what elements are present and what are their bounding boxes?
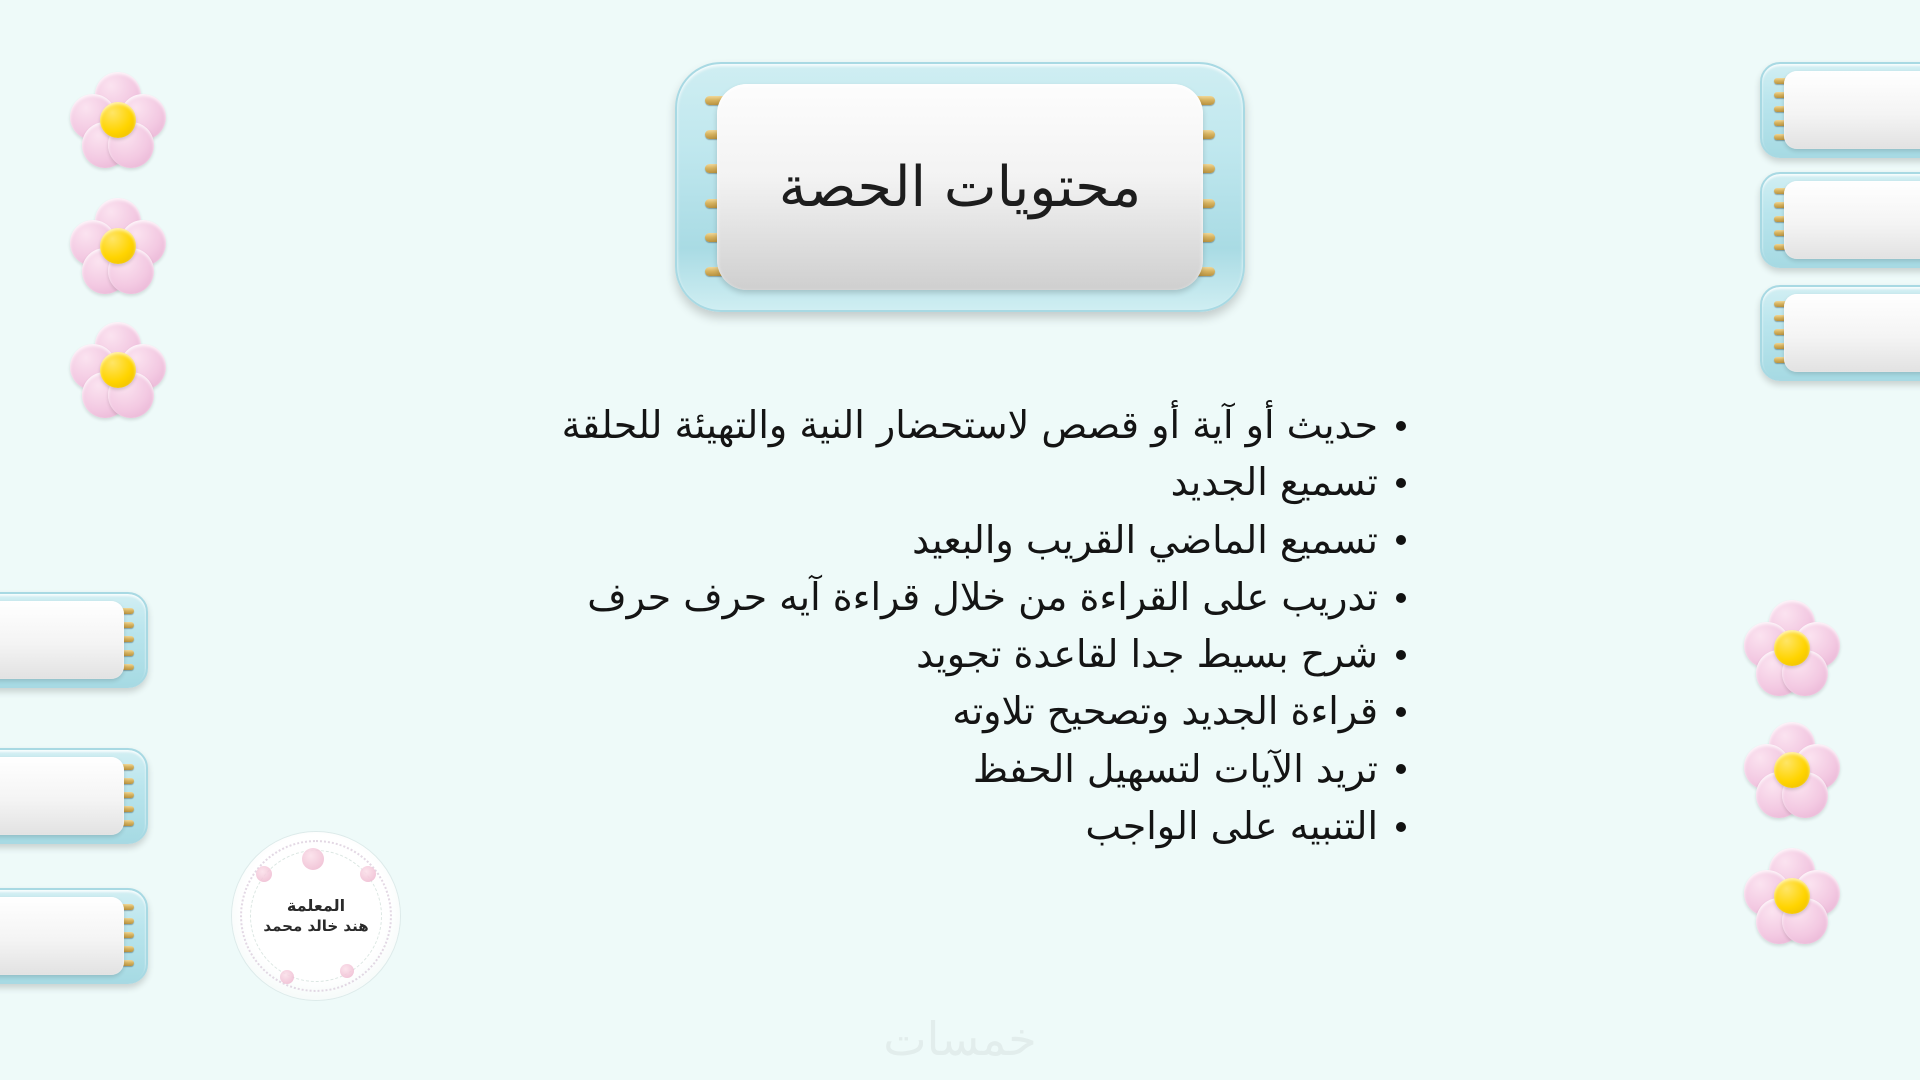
decorative-note-card xyxy=(1760,172,1920,268)
list-item xyxy=(260,457,1410,508)
flower-icon xyxy=(70,72,166,168)
list-item xyxy=(260,400,1410,451)
teacher-stamp-logo xyxy=(232,832,400,1000)
note-card-surface xyxy=(1784,181,1920,259)
decorative-note-card xyxy=(0,748,148,844)
wreath-flower-icon xyxy=(360,866,376,882)
wreath-flower-icon xyxy=(256,866,272,882)
flower-icon xyxy=(1744,600,1840,696)
bullet-dot-icon xyxy=(1396,764,1406,774)
list-item-label: التنبيه على الواجب xyxy=(1085,804,1378,849)
flower-center xyxy=(1774,630,1810,666)
stamp-title: المعلمة xyxy=(286,895,346,915)
flower-center xyxy=(100,228,136,264)
list-item-label: تريد الآيات لتسهيل الحفظ xyxy=(972,746,1378,791)
decorative-note-card xyxy=(0,888,148,984)
decorative-note-card xyxy=(1760,285,1920,381)
wreath-flower-icon xyxy=(280,970,294,984)
list-item xyxy=(260,629,1410,680)
list-item-label: تدريب على القراءة من خلال قراءة آيه حرف حرف xyxy=(587,574,1378,619)
title-inner-panel xyxy=(717,84,1203,290)
title-card xyxy=(675,62,1245,312)
list-item-label: شرح بسيط جدا لقاعدة تجويد xyxy=(916,632,1378,677)
session-contents-list xyxy=(260,400,1410,858)
list-item-label: حديث أو آية أو قصص لاستحضار النية والتهيئة للحلقة xyxy=(561,403,1378,447)
bullet-dot-icon xyxy=(1396,707,1406,717)
note-card-surface xyxy=(1784,71,1920,149)
bullet-dot-icon xyxy=(1396,593,1406,603)
list-item xyxy=(260,801,1410,852)
flower-center xyxy=(1774,752,1810,788)
decorative-note-card xyxy=(0,592,148,688)
list-item xyxy=(260,686,1410,737)
decorative-note-card xyxy=(1760,62,1920,158)
stamp-name: هند خالد محمد xyxy=(263,916,369,935)
list-item-label: تسميع الجديد xyxy=(1170,460,1378,505)
bullet-dot-icon xyxy=(1396,822,1406,832)
flower-icon xyxy=(1744,848,1840,944)
flower-center xyxy=(1774,878,1810,914)
bullet-dot-icon xyxy=(1396,650,1406,660)
flower-center xyxy=(100,102,136,138)
page-title: محتويات الحصة xyxy=(778,154,1142,220)
bullet-dot-icon xyxy=(1396,421,1406,431)
note-card-surface xyxy=(0,757,124,835)
watermark: خمسات xyxy=(883,1012,1037,1066)
flower-icon xyxy=(70,198,166,294)
bullet-dot-icon xyxy=(1396,535,1406,545)
bullet-dot-icon xyxy=(1396,478,1406,488)
flower-icon xyxy=(1744,722,1840,818)
wreath-flower-icon xyxy=(302,848,324,870)
list-item xyxy=(260,744,1410,795)
note-card-surface xyxy=(0,897,124,975)
list-item xyxy=(260,515,1410,566)
flower-icon xyxy=(70,322,166,418)
flower-center xyxy=(100,352,136,388)
list-item xyxy=(260,572,1410,623)
wreath-flower-icon xyxy=(340,964,354,978)
list-item-label: قراءة الجديد وتصحيح تلاوته xyxy=(952,689,1378,734)
note-card-surface xyxy=(0,601,124,679)
list-item-label: تسميع الماضي القريب والبعيد xyxy=(912,517,1378,562)
note-card-surface xyxy=(1784,294,1920,372)
